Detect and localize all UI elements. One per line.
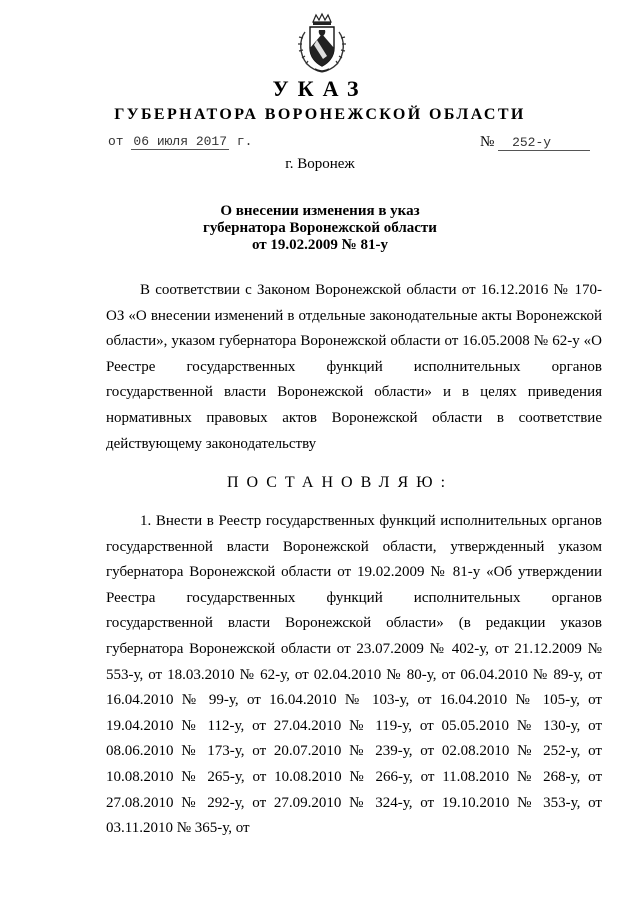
document-subtitle: ГУБЕРНАТОРА ВОРОНЕЖСКОЙ ОБЛАСТИ xyxy=(114,106,526,123)
subject-line-2: губернатора Воронежской области xyxy=(203,220,437,236)
decree-date xyxy=(108,134,252,150)
number-sign: № xyxy=(480,134,495,150)
date-prefix: от xyxy=(108,134,124,149)
decree-word: ПОСТАНОВЛЯЮ: xyxy=(226,474,454,491)
item-1-paragraph: 1. Внести в Реестр государственных функций исполнительных органов государственной власти Воронежской области, утвержденный указом губернатора Воронежской области от 19.02.2009 № 81-у «Об утверждении Реестра государственных функций исполнительных органов государственной власти Воронежской области» (в редакции указов губернатора Воронежской области от 23.07.2009 № 402-у, от 21.12.2009 № 553-у, от 18.03.2010 № 62-у, от 02.04.2010 № 80-у, от 06.04.2010 № 89-у, от 16.04.2010 № 99-у, от 16.04.2010 № 103-у, от 16.04.2010 № 105-у, от 19.04.2010 № 112-у, от 27.04.2010 № 119-у, от 05.05.2010 № 130-у, от 08.06.2010 № 173-у, от 20.07.2010 № 239-у, от 02.08.2010 № 252-у, от 10.08.2010 № 265-у, от 10.08.2010 № 266-у, от 11.08.2010 № 268-у, от 27.08.2010 № 292-у, от 27.09.2010 № 324-у, от 19.10.2010 № 353-у, от 03.11.2010 № 365-у, от xyxy=(106,513,602,837)
date-value: 06 июля 2017 xyxy=(133,134,228,149)
decree-number xyxy=(480,134,590,151)
document-title: УКАЗ xyxy=(272,76,368,101)
number-value: 252-у xyxy=(498,135,590,151)
subject-line-3: от 19.02.2009 № 81-у xyxy=(252,237,388,253)
date-suffix: г. xyxy=(236,134,253,149)
coat-of-arms-icon xyxy=(293,12,351,74)
decree-subject xyxy=(0,203,640,254)
subject-line-1: О внесении изменения в указ xyxy=(220,203,420,219)
preamble-paragraph: В соответствии с Законом Воронежской области от 16.12.2016 № 170-ОЗ «О внесении изменений в отдельные законодательные акты Воронежской области», указом губернатора Воронежской области от 16.05.2008 № 62-у «О Реестре государственных функций исполнительных органов государственной власти Воронежской области» и в целях приведения нормативных правовых актов Воронежской области в соответствие действующему законодательству xyxy=(106,282,602,452)
city: г. Воронеж xyxy=(285,156,355,172)
